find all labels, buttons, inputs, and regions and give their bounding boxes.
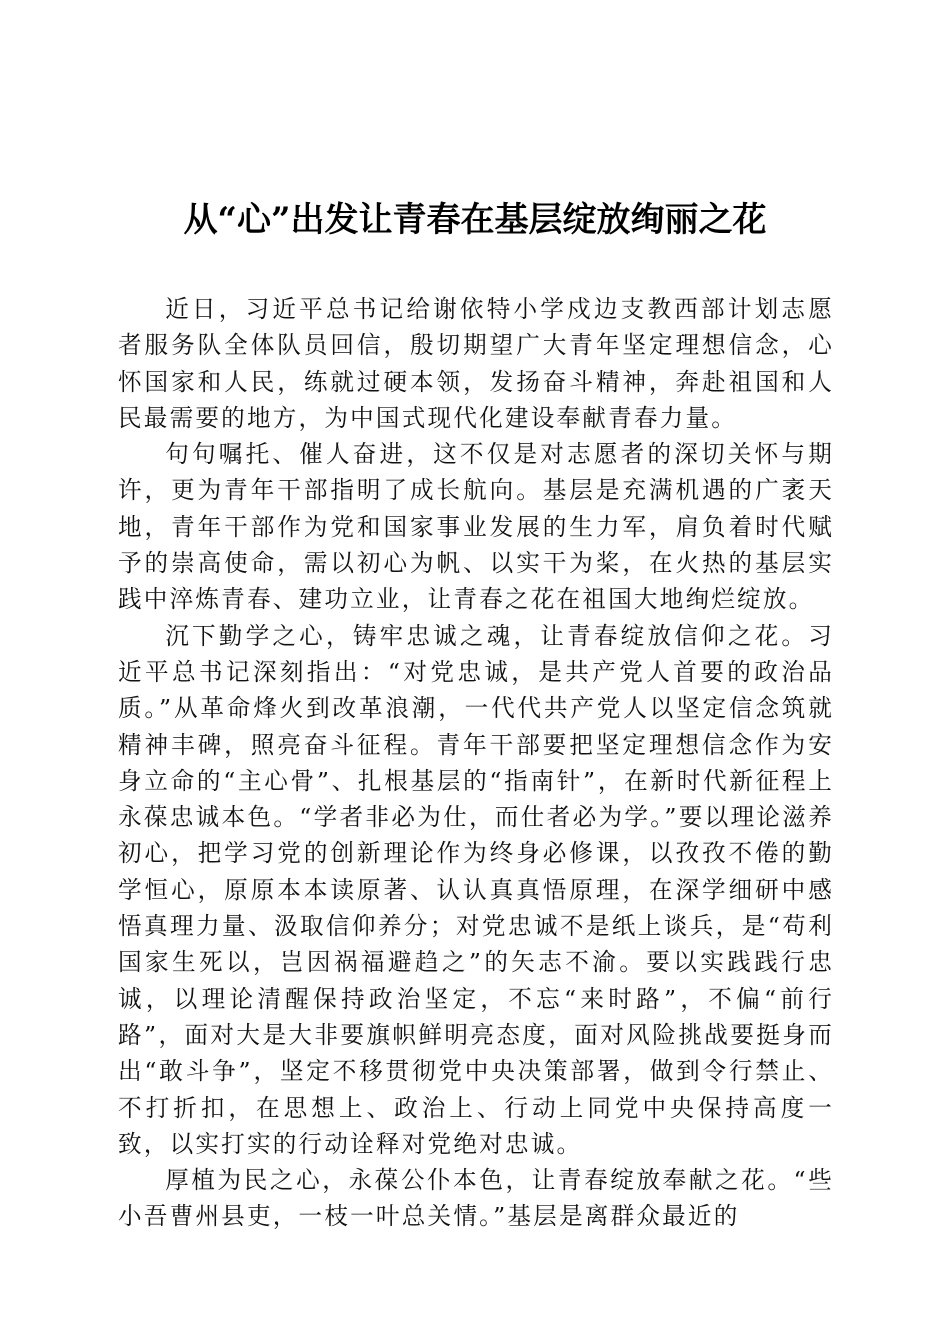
paragraph-3: 沉下勤学之心，铸牢忠诚之魂，让青春绽放信仰之花。习近平总书记深刻指出：“对党忠诚，是共产党人首要的政治品质。”从革命烽火到改革浪潮，一代代共产党人以坚定信念筑就精神丰碑，照亮奋斗征程。青年干部要把坚定理想信念作为安身立命的“主心骨”、扎根基层的“指南针”，在新时代新征程上永葆忠诚本色。“学者非必为仕，而仕者必为学。”要以理论滋养初心，把学习党的创新理论作为终身必修课，以孜孜不倦的勤学恒心，原原本本读原著、认认真真悟原理，在深学细研中感悟真理力量、汲取信仰养分；对党忠诚不是纸上谈兵，是“苟利国家生死以，岂因祸福避趋之”的矢志不渝。要以实践践行忠诚，以理论清醒保持政治坚定，不忘“来时路”，不偏“前行路”，面对大是大非要旗帜鲜明亮态度，面对风险挑战要挺身而出“敢斗争”，坚定不移贯彻党中央决策部署，做到令行禁止、不打折扣，在思想上、政治上、行动上同党中央保持高度一致，以实打实的行动诠释对党绝对忠诚。: [118, 621, 834, 1158]
paragraph-2: 句句嘱托、催人奋进，这不仅是对志愿者的深切关怀与期许，更为青年干部指明了成长航向。基层是充满机遇的广袤天地，青年干部作为党和国家事业发展的生力军，肩负着时代赋予的崇高使命，需以初心为帆、以实干为桨，在火热的基层实践中淬炼青春、建功立业，让青春之花在祖国大地绚烂绽放。: [118, 440, 834, 614]
paragraph-4: 厚植为民之心，永葆公仆本色，让青春绽放奉献之花。“些小吾曹州县吏，一枝一叶总关情。”基层是离群众最近的: [118, 1166, 834, 1231]
paragraph-1: 近日，习近平总书记给谢依特小学戍边支教西部计划志愿者服务队全体队员回信，殷切期望广大青年坚定理想信念，心怀国家和人民，练就过硬本领，发扬奋斗精神，奔赴祖国和人民最需要的地方，为中国式现代化建设奉献青春力量。: [118, 295, 834, 432]
document-title: 从“心”出发让青春在基层绽放绚丽之花: [183, 200, 767, 240]
document-body: [118, 291, 834, 1235]
